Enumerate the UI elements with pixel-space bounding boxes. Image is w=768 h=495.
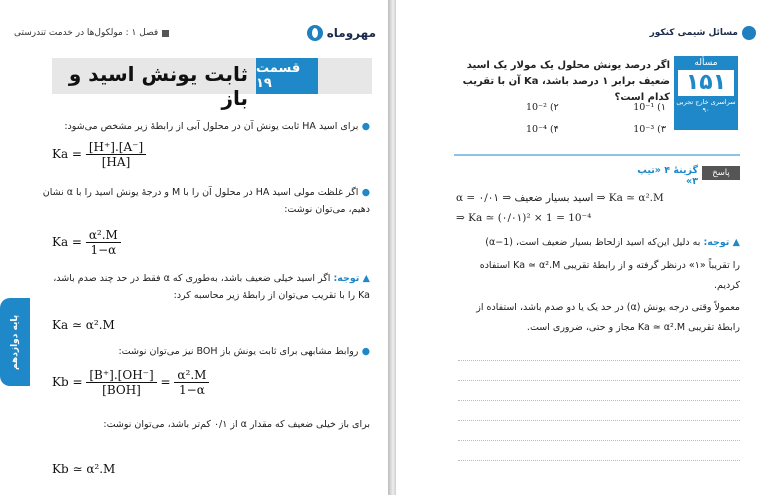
section-title: ثابت یونش اسید و باز bbox=[68, 62, 248, 110]
warning-icon: ▲ bbox=[729, 237, 740, 248]
writing-line bbox=[458, 402, 740, 421]
paragraph-4: برای باز خیلی ضعیف که مقدار α از ۰/۱ کم‌تر باشد، می‌توان نوشت: bbox=[103, 419, 370, 430]
side-tab: پایه دوازدهم bbox=[0, 298, 30, 386]
note-1: ▲ توجه: اگر اسید خیلی ضعیف باشد، به‌طوری که α فقط در حد چند صدم باشد، Ka را با تقریب می‌توان از رابطهٔ زیر محاسبه کرد: bbox=[53, 273, 370, 301]
writing-line bbox=[458, 362, 740, 381]
options-row-2 bbox=[526, 124, 666, 135]
writing-line bbox=[458, 382, 740, 401]
chapter-title: فصل ۱ : مولکول‌ها در خدمت تندرستی bbox=[14, 28, 169, 38]
bullet-icon: ● bbox=[358, 121, 370, 132]
question-text: اگر درصد یونش محلول یک مولار یک اسید ضعیف برابر ۱ درصد باشد، Ka آن با تقریب کدام است؟ bbox=[462, 60, 670, 103]
note-line-3: معمولاً وقتی درجه یونش (α) در حد یک یا دو صدم باشد، استفاده از رابطهٔ تقریبی Ka ≃ α².M مجاز و حتی، ضروری است. bbox=[476, 302, 740, 333]
problem-box: مسأله ۱۵۱ سراسری خارج تجربی ۹۰ bbox=[674, 56, 738, 130]
section-tag: قسمت ۱۹ bbox=[256, 58, 318, 94]
note-line-2: را تقریباً «۱» درنظر گرفته و از رابطهٔ تقریبی Ka ≃ α².M استفاده کردیم. bbox=[479, 260, 740, 291]
bullet-icon: ● bbox=[358, 187, 370, 198]
divider bbox=[454, 154, 740, 156]
writing-line bbox=[458, 422, 740, 441]
option-1: ۱) 10⁻¹ bbox=[633, 102, 666, 113]
right-page bbox=[396, 0, 768, 495]
brand-logo bbox=[307, 25, 376, 41]
answer-tag: پاسخ bbox=[702, 166, 740, 180]
formula-ka-alpha: Ka = $\frac{\text{α².M}}{1-\alpha}$ bbox=[52, 228, 121, 257]
right-header: مسائل شیمی کنکور bbox=[396, 22, 756, 44]
brand-name: مهروماه bbox=[326, 26, 376, 40]
chemistry-icon bbox=[742, 26, 756, 40]
writing-line bbox=[458, 442, 740, 461]
left-header bbox=[14, 22, 376, 44]
option-3: ۳) 10⁻³ bbox=[633, 124, 666, 135]
brand-icon bbox=[307, 25, 323, 41]
answer-option: گزینهٔ ۴ «تیپ ۳» bbox=[637, 165, 698, 187]
formula-kb: Kb = $\frac{[B^+].[OH^-]}{\text{[BOH]}}$ = $\frac{\text{α².M}}{1-\alpha}$ bbox=[52, 368, 209, 397]
solution-line-1: α = ۰/۰۱ ⇒ اسید بسیار ضعیف ⇒ Ka ≃ α².M bbox=[456, 192, 664, 204]
option-2: ۲) 10⁻² bbox=[526, 102, 559, 113]
options-row-1 bbox=[526, 102, 666, 113]
formula-ka: Ka = $\frac{[H^+].[A^-]}{[HA]}$ bbox=[52, 140, 146, 169]
formula-ka-approx: Ka ≃ α².M bbox=[52, 318, 115, 332]
option-4: ۴) 10⁻⁴ bbox=[526, 124, 559, 135]
bullet-icon: ● bbox=[358, 346, 370, 357]
solution-line-2: ⇒ Ka ≃ (۰/۰۱)² × 1 = 10⁻⁴ bbox=[456, 212, 592, 224]
paragraph-1: ● برای اسید HA ثابت یونش آن در محلول آبی از رابطهٔ زیر مشخص می‌شود: bbox=[64, 121, 370, 132]
warning-icon: ▲ bbox=[359, 273, 370, 284]
paragraph-2: ● اگر غلظت مولی اسید HA در محلول آن را با M و درجهٔ یونش اسید را با α نشان دهیم، می‌توان نوشت: bbox=[42, 187, 370, 215]
formula-kb-approx: Kb ≃ α².M bbox=[52, 462, 116, 476]
writing-line bbox=[458, 342, 740, 361]
paragraph-3: ● روابط مشابهی برای ثابت یونش باز BOH نیز می‌توان نوشت: bbox=[118, 346, 370, 357]
note-line-1: ▲ توجه: به دلیل این‌که اسید ازلحاظ بسیار ضعیف است، (1−α) bbox=[485, 237, 740, 248]
problem-number: ۱۵۱ bbox=[678, 70, 734, 96]
problem-source: سراسری خارج تجربی ۹۰ bbox=[676, 98, 736, 114]
square-icon bbox=[162, 30, 169, 37]
